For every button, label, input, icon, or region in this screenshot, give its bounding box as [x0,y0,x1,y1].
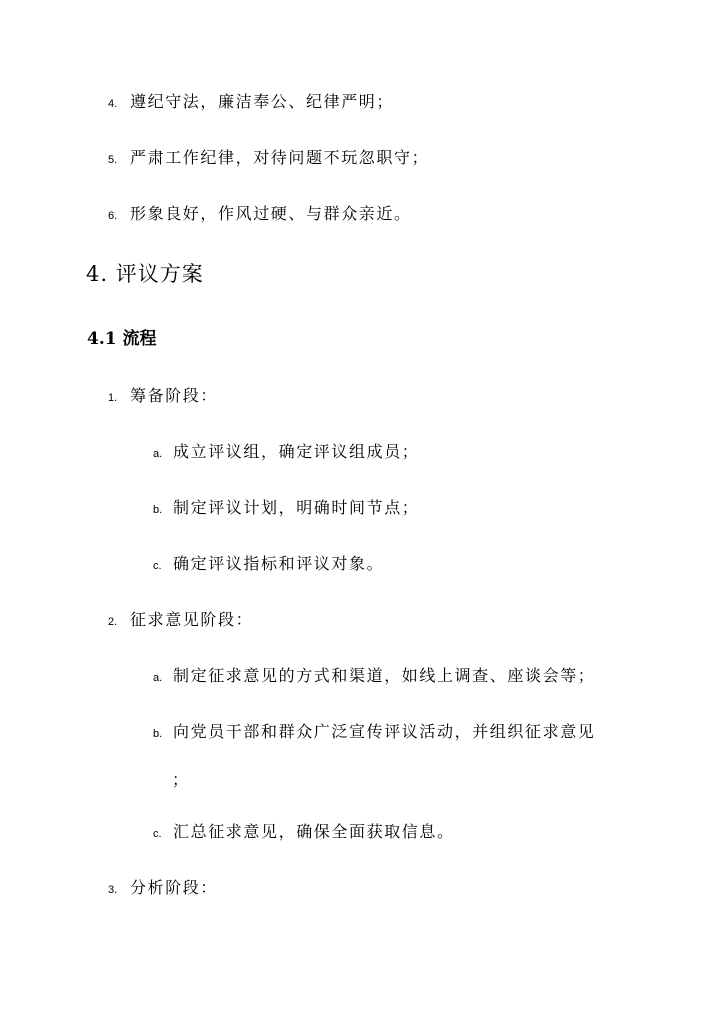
list-item-text: 制定评议计划，明确时间节点； [173,498,420,517]
list-item-text: 形象良好，作风过硬、与群众亲近。 [130,204,412,223]
list-item-text: 征求意见阶段： [130,610,254,629]
list-item-text: 严肃工作纪律，对待问题不玩忽职守； [130,148,430,167]
list-marker: c. [153,828,162,840]
list-marker: 1. [108,392,118,404]
list-marker: a. [153,448,163,460]
subsection-heading: 4.1 流程 [87,329,157,349]
list-marker: 2. [108,616,118,628]
list-item [108,875,218,898]
list-item-text: 筹备阶段： [130,386,219,405]
list-marker: 4. [108,98,118,110]
list-item-text: 分析阶段： [130,878,219,897]
list-item-text: 遵纪守法，廉洁奉公、纪律严明； [130,92,395,111]
sub-list-item [153,439,419,462]
list-item [108,201,412,224]
list-item [108,145,429,168]
sub-list-item [153,819,455,842]
list-item-text: 成立评议组，确定评议组成员； [173,442,420,461]
list-marker: a. [153,672,163,684]
list-item-text: 向党员干部和群众广泛宣传评议活动，并组织征求意见 [173,722,596,741]
sub-list-item [153,551,384,574]
list-marker: 5. [108,154,118,166]
list-item [108,89,394,112]
list-item-continuation: ； [172,770,189,789]
list-marker: 6. [108,210,118,222]
list-item-text: 制定征求意见的方式和渠道，如线上调查、座谈会等； [173,666,596,685]
list-item-text: 汇总征求意见，确保全面获取信息。 [173,822,455,841]
list-marker: 3. [108,884,118,896]
sub-list-item [153,719,595,742]
sub-list-item [153,663,595,686]
list-marker: c. [153,560,162,572]
list-marker: b. [153,504,163,516]
list-marker: b. [153,728,163,740]
sub-list-item [153,495,419,518]
list-item [108,383,218,406]
section-heading: 4. 评议方案 [86,262,204,286]
list-item [108,607,253,630]
list-item-text: 确定评议指标和评议对象。 [173,554,385,573]
